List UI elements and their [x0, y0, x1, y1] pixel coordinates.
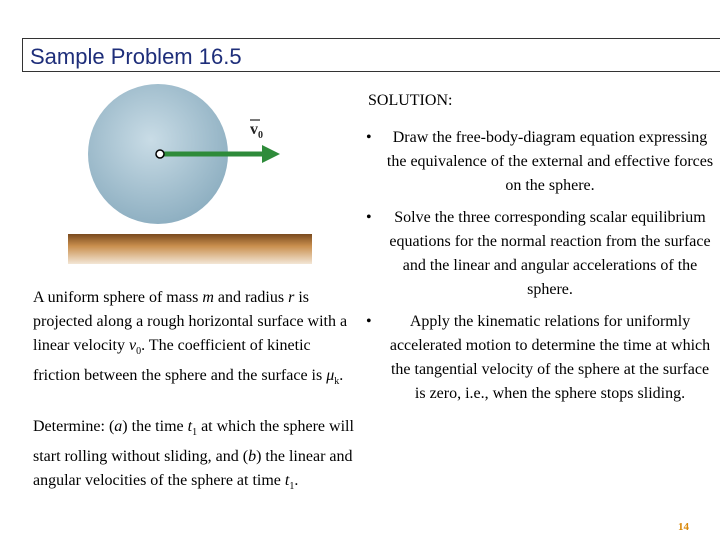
problem-statement: A uniform sphere of mass m and radius r is projected along a rough horizontal surface with a linear velocity $v_0$. The coefficient of kinetic friction between the sphere and the surface is $\mu_k$. [33, 289, 348, 388]
solution-step: • Solve the three corresponding scalar equilibrium equations for the normal reaction from the surface and the linear and angular accelerations of the sphere. [364, 206, 714, 302]
sphere-figure [62, 82, 312, 272]
determine-statement: Determine: (a) the time $t_1$ at which the sphere will start rolling without sliding, and (b) the linear and angular velocities of the sphere at time $t_1$. [33, 418, 354, 493]
solution-steps [364, 126, 714, 414]
slide-title: Sample Problem 16.5 [30, 44, 242, 69]
velocity-arrowhead [262, 145, 280, 163]
sphere-center [156, 150, 164, 158]
solution-heading: SOLUTION: [368, 92, 453, 109]
velocity-label: $v_0$ [250, 121, 263, 141]
solution-step: • Draw the free-body-diagram equation expressing the equivalence of the external and effective forces on the sphere. [364, 126, 714, 198]
page-number: 14 [678, 521, 689, 533]
solution-step: • Apply the kinematic relations for uniformly accelerated motion to determine the time at which the tangential velocity of the sphere at the surface is zero, i.e., when the sphere stops sliding. [364, 310, 714, 406]
ground-surface [68, 234, 312, 264]
